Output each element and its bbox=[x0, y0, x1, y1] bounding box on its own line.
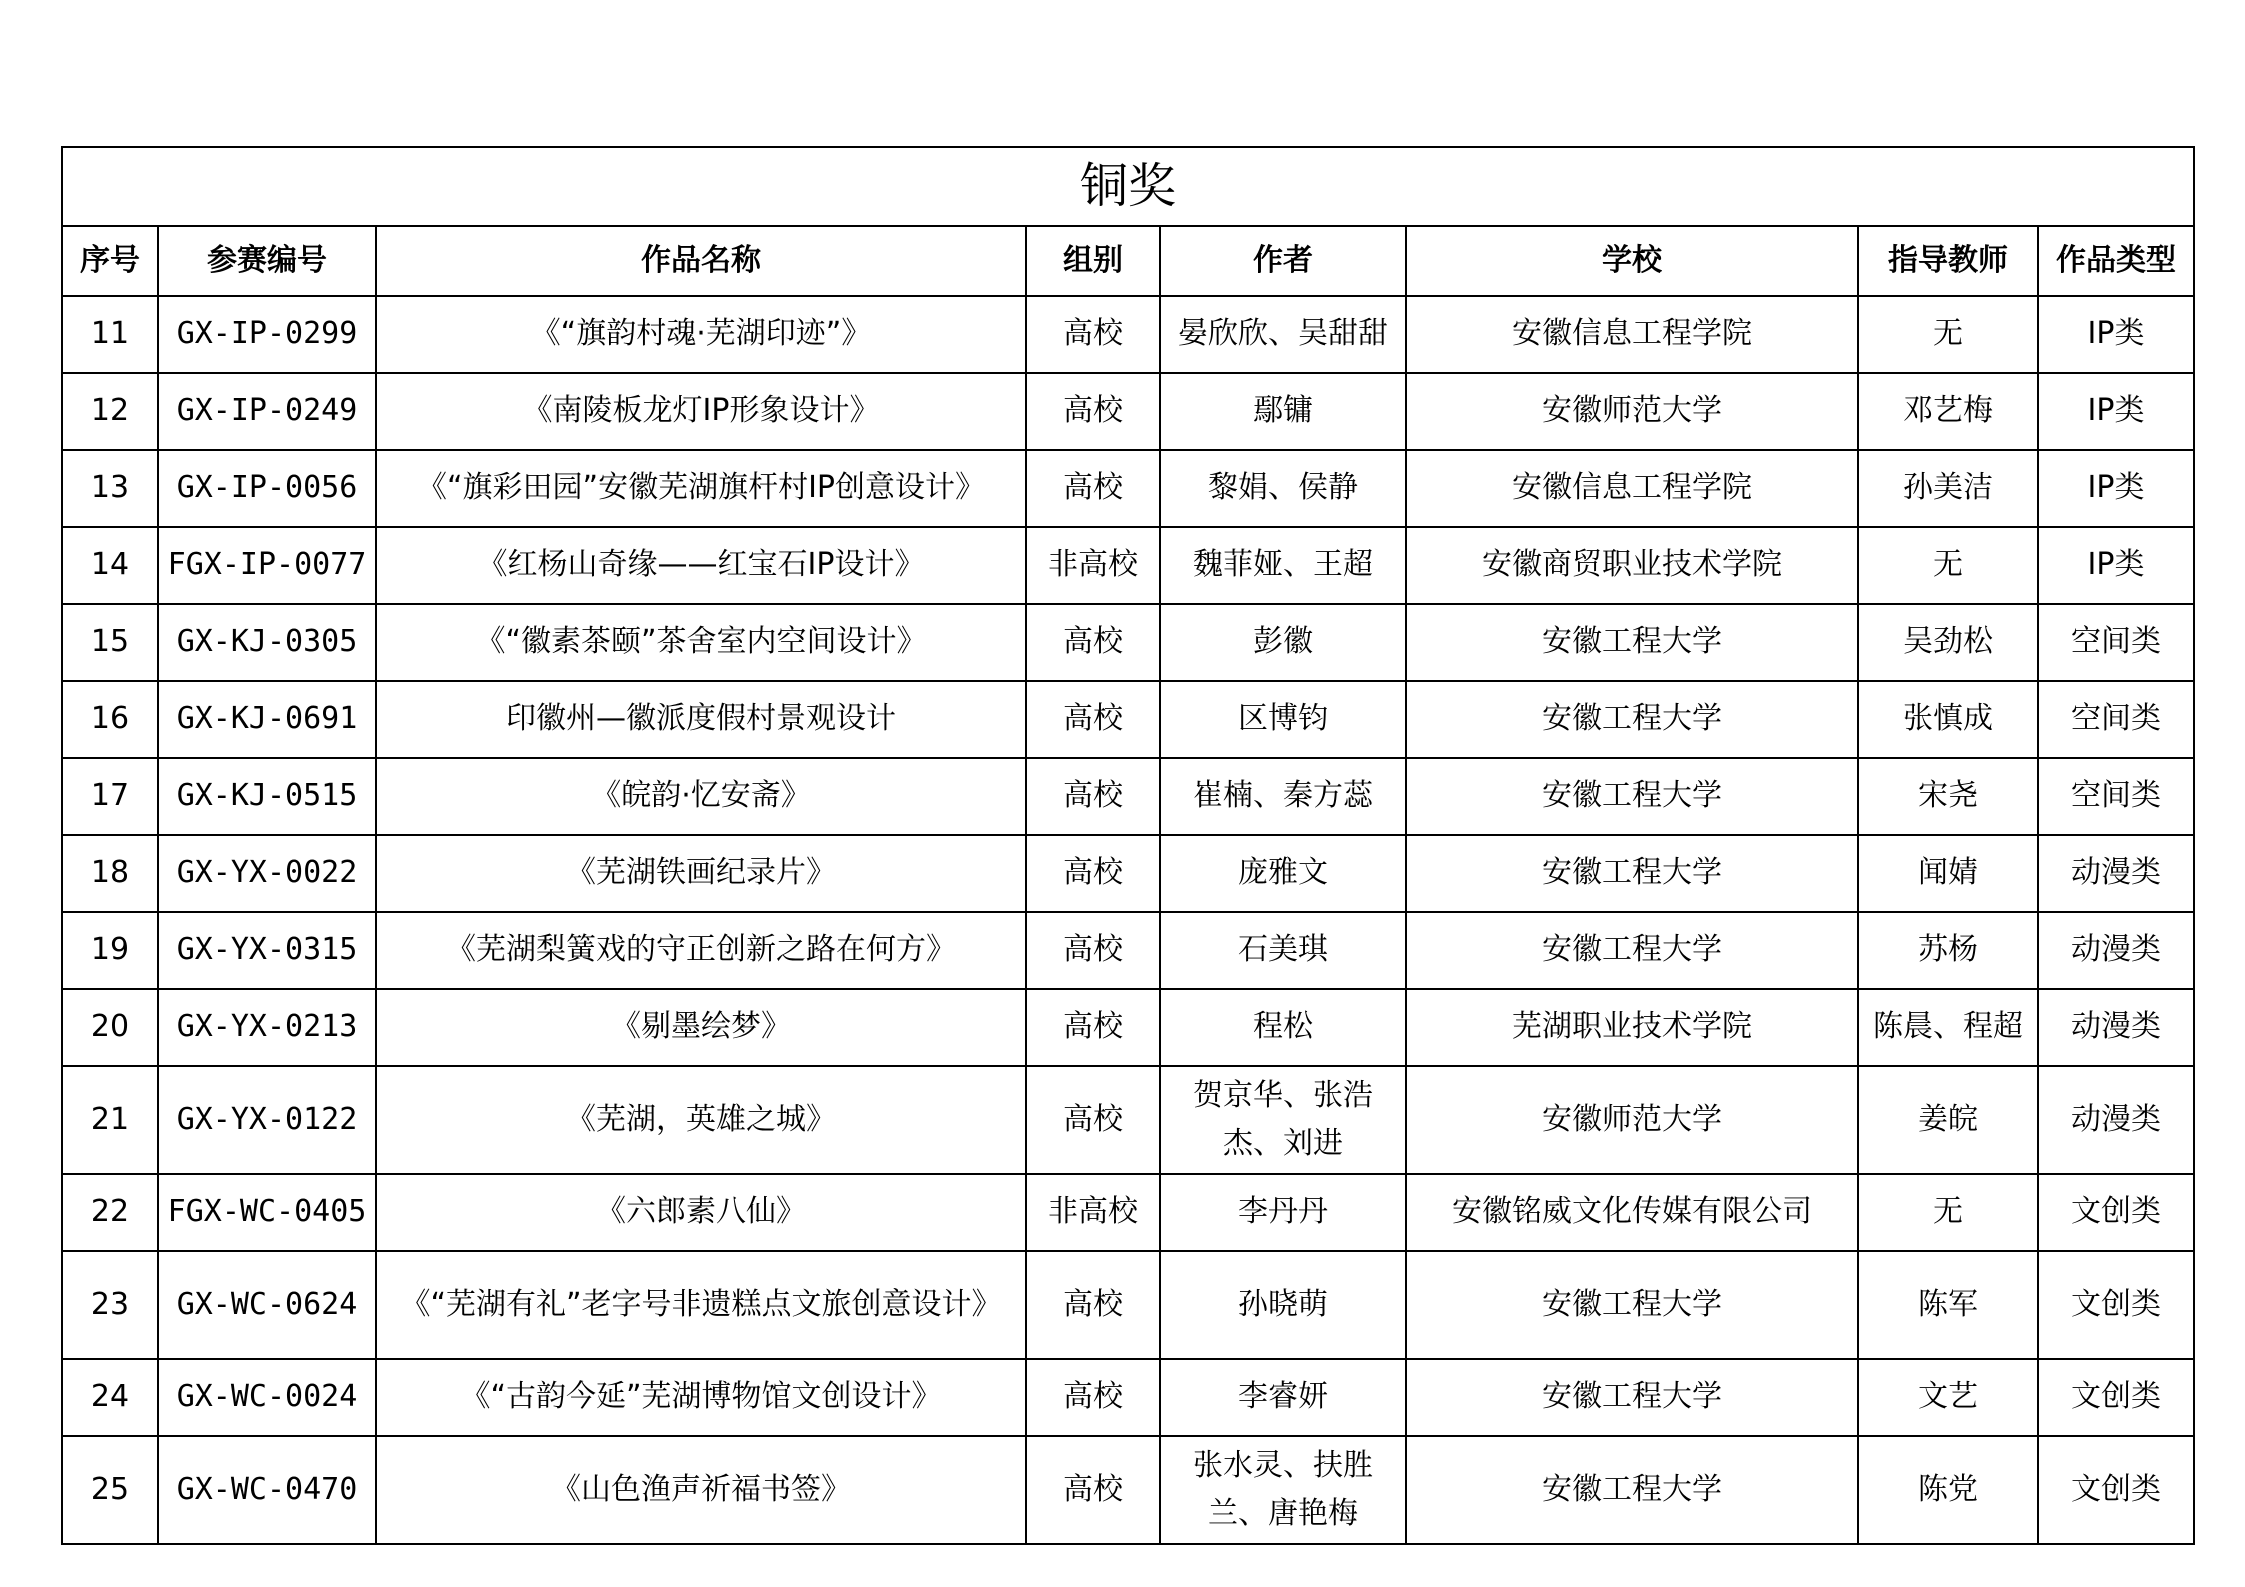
cell-work: 《剔墨绘梦》 bbox=[376, 989, 1026, 1066]
table-row bbox=[62, 912, 2194, 989]
cell-author: 李丹丹 bbox=[1160, 1174, 1406, 1251]
cell-work: 《山色渔声祈福书签》 bbox=[376, 1436, 1026, 1544]
cell-group: 高校 bbox=[1026, 1436, 1160, 1544]
table-row bbox=[62, 1359, 2194, 1436]
cell-teacher: 姜皖 bbox=[1858, 1066, 2038, 1174]
cell-author: 崔楠、秦方蕊 bbox=[1160, 758, 1406, 835]
cell-code: GX-YX-0315 bbox=[158, 912, 376, 989]
cell-author: 孙晓萌 bbox=[1160, 1251, 1406, 1359]
cell-teacher: 孙美洁 bbox=[1858, 450, 2038, 527]
cell-code: GX-WC-0624 bbox=[158, 1251, 376, 1359]
cell-teacher: 无 bbox=[1858, 1174, 2038, 1251]
cell-group: 非高校 bbox=[1026, 527, 1160, 604]
cell-index: 12 bbox=[62, 373, 158, 450]
cell-group: 高校 bbox=[1026, 835, 1160, 912]
cell-code: FGX-WC-0405 bbox=[158, 1174, 376, 1251]
cell-author: 魏菲娅、王超 bbox=[1160, 527, 1406, 604]
header-school: 学校 bbox=[1406, 226, 1858, 296]
cell-teacher: 吴劲松 bbox=[1858, 604, 2038, 681]
cell-index: 25 bbox=[62, 1436, 158, 1544]
cell-author: 晏欣欣、吴甜甜 bbox=[1160, 296, 1406, 373]
cell-school: 安徽师范大学 bbox=[1406, 1066, 1858, 1174]
cell-teacher: 文艺 bbox=[1858, 1359, 2038, 1436]
cell-type: 动漫类 bbox=[2038, 912, 2194, 989]
cell-teacher: 苏杨 bbox=[1858, 912, 2038, 989]
cell-index: 11 bbox=[62, 296, 158, 373]
cell-code: GX-IP-0249 bbox=[158, 373, 376, 450]
cell-type: IP类 bbox=[2038, 527, 2194, 604]
cell-work: 《“旗韵村魂·芜湖印迹”》 bbox=[376, 296, 1026, 373]
cell-index: 23 bbox=[62, 1251, 158, 1359]
cell-teacher: 无 bbox=[1858, 527, 2038, 604]
cell-teacher: 张慎成 bbox=[1858, 681, 2038, 758]
cell-code: GX-KJ-0691 bbox=[158, 681, 376, 758]
cell-index: 24 bbox=[62, 1359, 158, 1436]
award-table bbox=[61, 146, 2195, 1545]
header-author: 作者 bbox=[1160, 226, 1406, 296]
cell-type: 空间类 bbox=[2038, 604, 2194, 681]
cell-teacher: 陈党 bbox=[1858, 1436, 2038, 1544]
table-row bbox=[62, 527, 2194, 604]
cell-work: 《芜湖，英雄之城》 bbox=[376, 1066, 1026, 1174]
cell-author: 程松 bbox=[1160, 989, 1406, 1066]
cell-index: 21 bbox=[62, 1066, 158, 1174]
cell-index: 17 bbox=[62, 758, 158, 835]
cell-group: 高校 bbox=[1026, 1066, 1160, 1174]
cell-type: 动漫类 bbox=[2038, 1066, 2194, 1174]
cell-group: 高校 bbox=[1026, 989, 1160, 1066]
cell-index: 20 bbox=[62, 989, 158, 1066]
table-row bbox=[62, 681, 2194, 758]
cell-author: 彭徽 bbox=[1160, 604, 1406, 681]
cell-teacher: 陈军 bbox=[1858, 1251, 2038, 1359]
cell-author: 区博钧 bbox=[1160, 681, 1406, 758]
cell-group: 高校 bbox=[1026, 296, 1160, 373]
cell-type: IP类 bbox=[2038, 373, 2194, 450]
cell-school: 芜湖职业技术学院 bbox=[1406, 989, 1858, 1066]
cell-type: 空间类 bbox=[2038, 681, 2194, 758]
header-work: 作品名称 bbox=[376, 226, 1026, 296]
cell-code: GX-KJ-0305 bbox=[158, 604, 376, 681]
cell-author: 李睿妍 bbox=[1160, 1359, 1406, 1436]
cell-group: 高校 bbox=[1026, 758, 1160, 835]
cell-code: GX-YX-0213 bbox=[158, 989, 376, 1066]
cell-work: 《“芜湖有礼”老字号非遗糕点文旅创意设计》 bbox=[376, 1251, 1026, 1359]
cell-author: 鄢镛 bbox=[1160, 373, 1406, 450]
cell-work: 《皖韵·忆安斋》 bbox=[376, 758, 1026, 835]
header-type: 作品类型 bbox=[2038, 226, 2194, 296]
cell-group: 高校 bbox=[1026, 681, 1160, 758]
cell-code: FGX-IP-0077 bbox=[158, 527, 376, 604]
cell-school: 安徽铭威文化传媒有限公司 bbox=[1406, 1174, 1858, 1251]
cell-type: 文创类 bbox=[2038, 1359, 2194, 1436]
cell-code: GX-IP-0299 bbox=[158, 296, 376, 373]
cell-type: 动漫类 bbox=[2038, 989, 2194, 1066]
cell-school: 安徽师范大学 bbox=[1406, 373, 1858, 450]
cell-type: 文创类 bbox=[2038, 1436, 2194, 1544]
cell-school: 安徽信息工程学院 bbox=[1406, 296, 1858, 373]
cell-group: 高校 bbox=[1026, 1359, 1160, 1436]
cell-index: 13 bbox=[62, 450, 158, 527]
header-teacher: 指导教师 bbox=[1858, 226, 2038, 296]
table-row bbox=[62, 1436, 2194, 1544]
cell-index: 15 bbox=[62, 604, 158, 681]
cell-school: 安徽工程大学 bbox=[1406, 835, 1858, 912]
cell-index: 16 bbox=[62, 681, 158, 758]
cell-work: 《南陵板龙灯IP形象设计》 bbox=[376, 373, 1026, 450]
cell-work: 印徽州—徽派度假村景观设计 bbox=[376, 681, 1026, 758]
cell-teacher: 闻婧 bbox=[1858, 835, 2038, 912]
cell-school: 安徽工程大学 bbox=[1406, 604, 1858, 681]
cell-teacher: 无 bbox=[1858, 296, 2038, 373]
table-row bbox=[62, 604, 2194, 681]
cell-school: 安徽工程大学 bbox=[1406, 1436, 1858, 1544]
table-row bbox=[62, 835, 2194, 912]
cell-index: 14 bbox=[62, 527, 158, 604]
cell-type: 文创类 bbox=[2038, 1251, 2194, 1359]
cell-type: 空间类 bbox=[2038, 758, 2194, 835]
table-row bbox=[62, 1251, 2194, 1359]
header-index: 序号 bbox=[62, 226, 158, 296]
cell-school: 安徽工程大学 bbox=[1406, 912, 1858, 989]
cell-type: 动漫类 bbox=[2038, 835, 2194, 912]
table-row bbox=[62, 296, 2194, 373]
cell-group: 高校 bbox=[1026, 604, 1160, 681]
cell-school: 安徽工程大学 bbox=[1406, 681, 1858, 758]
cell-code: GX-IP-0056 bbox=[158, 450, 376, 527]
cell-type: IP类 bbox=[2038, 296, 2194, 373]
cell-work: 《芜湖铁画纪录片》 bbox=[376, 835, 1026, 912]
cell-school: 安徽工程大学 bbox=[1406, 1359, 1858, 1436]
header-code: 参赛编号 bbox=[158, 226, 376, 296]
table-row bbox=[62, 450, 2194, 527]
table-title: 铜奖 bbox=[62, 147, 2194, 226]
cell-code: GX-WC-0470 bbox=[158, 1436, 376, 1544]
cell-work: 《“旗彩田园”安徽芜湖旗杆村IP创意设计》 bbox=[376, 450, 1026, 527]
cell-index: 19 bbox=[62, 912, 158, 989]
cell-work: 《六郎素八仙》 bbox=[376, 1174, 1026, 1251]
cell-school: 安徽商贸职业技术学院 bbox=[1406, 527, 1858, 604]
cell-index: 18 bbox=[62, 835, 158, 912]
cell-code: GX-KJ-0515 bbox=[158, 758, 376, 835]
cell-work: 《“古韵今延”芜湖博物馆文创设计》 bbox=[376, 1359, 1026, 1436]
cell-author: 黎娟、侯静 bbox=[1160, 450, 1406, 527]
cell-school: 安徽工程大学 bbox=[1406, 758, 1858, 835]
cell-work: 《红杨山奇缘——红宝石IP设计》 bbox=[376, 527, 1026, 604]
table-row bbox=[62, 989, 2194, 1066]
cell-type: 文创类 bbox=[2038, 1174, 2194, 1251]
table-row bbox=[62, 758, 2194, 835]
cell-index: 22 bbox=[62, 1174, 158, 1251]
cell-author: 贺京华、张浩杰、刘进 bbox=[1160, 1066, 1406, 1174]
cell-teacher: 陈晨、程超 bbox=[1858, 989, 2038, 1066]
cell-code: GX-YX-0122 bbox=[158, 1066, 376, 1174]
cell-author: 石美琪 bbox=[1160, 912, 1406, 989]
cell-code: GX-WC-0024 bbox=[158, 1359, 376, 1436]
table-row bbox=[62, 1066, 2194, 1174]
cell-author: 张水灵、扶胜兰、唐艳梅 bbox=[1160, 1436, 1406, 1544]
table-row bbox=[62, 373, 2194, 450]
cell-teacher: 宋尧 bbox=[1858, 758, 2038, 835]
cell-type: IP类 bbox=[2038, 450, 2194, 527]
cell-code: GX-YX-0022 bbox=[158, 835, 376, 912]
cell-work: 《“徽素茶颐”茶舍室内空间设计》 bbox=[376, 604, 1026, 681]
cell-school: 安徽工程大学 bbox=[1406, 1251, 1858, 1359]
cell-school: 安徽信息工程学院 bbox=[1406, 450, 1858, 527]
header-row bbox=[62, 226, 2194, 296]
cell-author: 庞雅文 bbox=[1160, 835, 1406, 912]
cell-group: 高校 bbox=[1026, 912, 1160, 989]
cell-teacher: 邓艺梅 bbox=[1858, 373, 2038, 450]
cell-group: 高校 bbox=[1026, 450, 1160, 527]
header-group: 组别 bbox=[1026, 226, 1160, 296]
table-row bbox=[62, 1174, 2194, 1251]
cell-group: 高校 bbox=[1026, 1251, 1160, 1359]
cell-group: 非高校 bbox=[1026, 1174, 1160, 1251]
cell-work: 《芜湖梨簧戏的守正创新之路在何方》 bbox=[376, 912, 1026, 989]
award-sheet bbox=[61, 146, 2193, 1545]
cell-group: 高校 bbox=[1026, 373, 1160, 450]
